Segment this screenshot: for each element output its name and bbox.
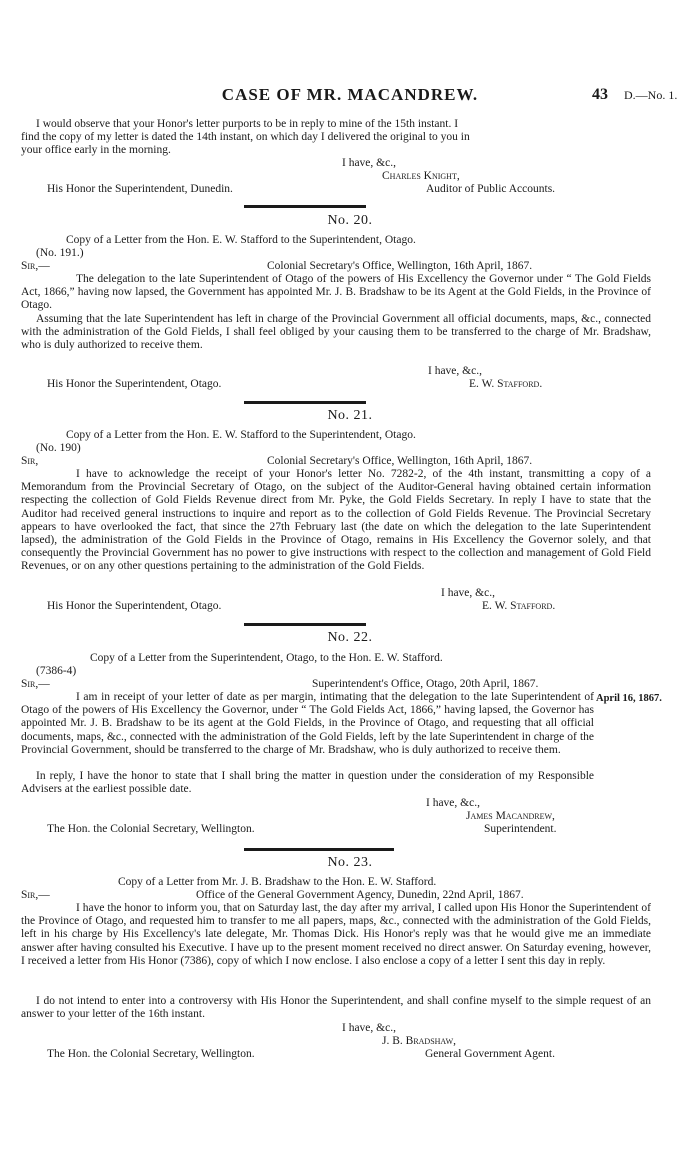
margin-note: April 16, 1867. <box>596 693 662 704</box>
letter-21-number: No. 21. <box>327 408 373 423</box>
section-divider <box>244 205 366 208</box>
page-title: CASE OF MR. MACANDREW. <box>221 85 479 104</box>
letter-20-salutation: Sir,— <box>21 260 50 272</box>
letter-22-heading: Copy of a Letter from the Superintendent, Otago, to the Hon. E. W. Stafford. <box>90 652 443 664</box>
intro-line-3: your office early in the morning. <box>21 144 171 156</box>
intro-closing: I have, &c., <box>342 157 396 169</box>
letter-23-closing: I have, &c., <box>342 1022 396 1034</box>
letter-23-heading: Copy of a Letter from Mr. J. B. Bradshaw to the Hon. E. W. Stafford. <box>118 876 437 888</box>
intro-line-1: I would observe that your Honor's letter purports to be in reply to mine of the 15th instant. I <box>36 118 459 130</box>
letter-21-signer: E. W. Stafford. <box>482 600 556 612</box>
letter-22-address: Superintendent's Office, Otago, 20th April, 1867. <box>312 678 539 690</box>
intro-line-2: find the copy of my letter is dated the 14th instant, on which day I delivered the original to you in <box>21 131 470 143</box>
letter-22-body-2: In reply, I have the honor to state that I shall bring the matter in question under the consideration of my Responsible Advisers at the earliest possible date. <box>21 770 594 796</box>
letter-23-address: Office of the General Government Agency, Dunedin, 22nd April, 1867. <box>196 889 524 901</box>
section-divider <box>244 623 366 626</box>
section-divider <box>244 848 394 851</box>
letter-21-addressee: His Honor the Superintendent, Otago. <box>47 600 222 612</box>
intro-signer-title: Auditor of Public Accounts. <box>426 183 556 195</box>
letter-22-salutation: Sir,— <box>21 678 50 690</box>
intro-signer-name: Charles Knight, <box>382 170 460 182</box>
letter-20-address: Colonial Secretary's Office, Wellington, 16th April, 1867. <box>267 260 533 272</box>
letter-22-signer-name: James Macandrew, <box>466 810 555 822</box>
letter-23-body-1: I have the honor to inform you, that on Saturday last, the day after my arrival, I called upon His Honor the Superintendent of the Province of Otago, and requested him to transfer to me all papers, maps, &c., connected with the administration of the Gold Fields, left in his charge by His Excellency's late delegate, Mr. Thomas Dick. His Honor's reply was that he would give me an immediate answer after having consulted his Executive. I have up to the present moment received no direct answer. On Saturday evening, however, I received a letter from His Honor (7386), copy of which I now enclose. I also enclose a copy of a letter I sent this day in reply. <box>21 902 651 967</box>
letter-23-signer-title: General Government Agent. <box>425 1048 555 1060</box>
letter-22-number: No. 22. <box>327 630 373 645</box>
page-number: 43 <box>592 86 608 103</box>
letter-23-salutation: Sir,— <box>21 889 50 901</box>
letter-21-body-1: I have to acknowledge the receipt of your Honor's letter No. 7282-2, of the 4th instant, transmitting a copy of a Memorandum from the Provincial Secretary of Otago, on the subject of the Auditor-General having obtained certain information respecting the collection of Gold Fields Revenue direct from Mr. Pyke, the Gold Fields Secretary. In reply I have to state that the Auditor had received general instructions to inquire and report as to the collection of Gold Fields Revenue. The Provincial Secretary appears to have overlooked the fact, that since the 27th February last (the date on which the delegation to the late Superintendent lapsed), the administration of the Gold Fields in the Province of Otago, remains in His Excellency the Governor solely, and that consequently the Provincial Government has no power to give instructions with respect to the collection and management of Gold Field Revenues, or on any other questions pertaining to the administration of the Gold Fields. <box>21 468 651 573</box>
letter-21-address: Colonial Secretary's Office, Wellington, 16th April, 1867. <box>267 455 533 467</box>
letter-21-heading: Copy of a Letter from the Hon. E. W. Stafford to the Superintendent, Otago. <box>66 429 416 441</box>
section-divider <box>244 401 366 404</box>
letter-22-signer-title: Superintendent. <box>484 823 557 835</box>
letter-21-salutation: Sir, <box>21 455 39 467</box>
letter-20-ref: (No. 191.) <box>36 247 84 259</box>
letter-22-closing: I have, &c., <box>426 797 480 809</box>
letter-23-number: No. 23. <box>327 855 373 870</box>
letter-20-closing: I have, &c., <box>428 365 482 377</box>
letter-22-body-1: I am in receipt of your letter of date as per margin, intimating that the delegation to the late Superintendent of Otago of the powers of His Excellency the Governor, under “ The Gold Fields Act, 1866,” having lapsed, the Governor has appointed Mr. J. B. Bradshaw to be its agent at the Gold Fields, in the Province of Otago, and requesting that all official documents, maps, &c., connected with the administration of the Gold Fields, left by the late Superintendent in charge of the Provincial Government, should be transferred to the charge of Mr. Bradshaw, who is duly authorized to receive them. <box>21 691 594 756</box>
letter-21-closing: I have, &c., <box>441 587 495 599</box>
letter-20-body-2: Assuming that the late Superintendent has left in charge of the Provincial Government all official documents, maps, &c., connected with the administration of the Gold Fields, I shall feel obliged by your causing them to be transferred to the charge of Mr. Bradshaw, who is duly authorized to receive them. <box>21 313 651 352</box>
letter-20-signer: E. W. Stafford. <box>469 378 543 390</box>
letter-22-ref: (7386-4) <box>36 665 77 677</box>
document-reference: D.—No. 1. <box>624 88 678 102</box>
letter-20-number: No. 20. <box>327 213 373 228</box>
intro-addressee: His Honor the Superintendent, Dunedin. <box>47 183 233 195</box>
letter-23-body-2: I do not intend to enter into a controversy with His Honor the Superintendent, and shall confine myself to the simple request of an answer to your letter of the 16th instant. <box>21 995 651 1021</box>
letter-21-ref: (No. 190) <box>36 442 81 454</box>
letter-23-addressee: The Hon. the Colonial Secretary, Wellington. <box>47 1048 255 1060</box>
letter-20-heading: Copy of a Letter from the Hon. E. W. Stafford to the Superintendent, Otago. <box>66 234 416 246</box>
letter-22-addressee: The Hon. the Colonial Secretary, Wellington. <box>47 823 255 835</box>
letter-23-signer-name: J. B. Bradshaw, <box>382 1035 456 1047</box>
letter-20-addressee: His Honor the Superintendent, Otago. <box>47 378 222 390</box>
letter-20-body-1: The delegation to the late Superintendent of Otago of the powers of His Excellency the Governor under “ The Gold Fields Act, 1866,” having now lapsed, the Government has appointed Mr. J. B. Bradshaw to be its Agent at the Gold Fields, in the Province of Otago. <box>21 273 651 312</box>
